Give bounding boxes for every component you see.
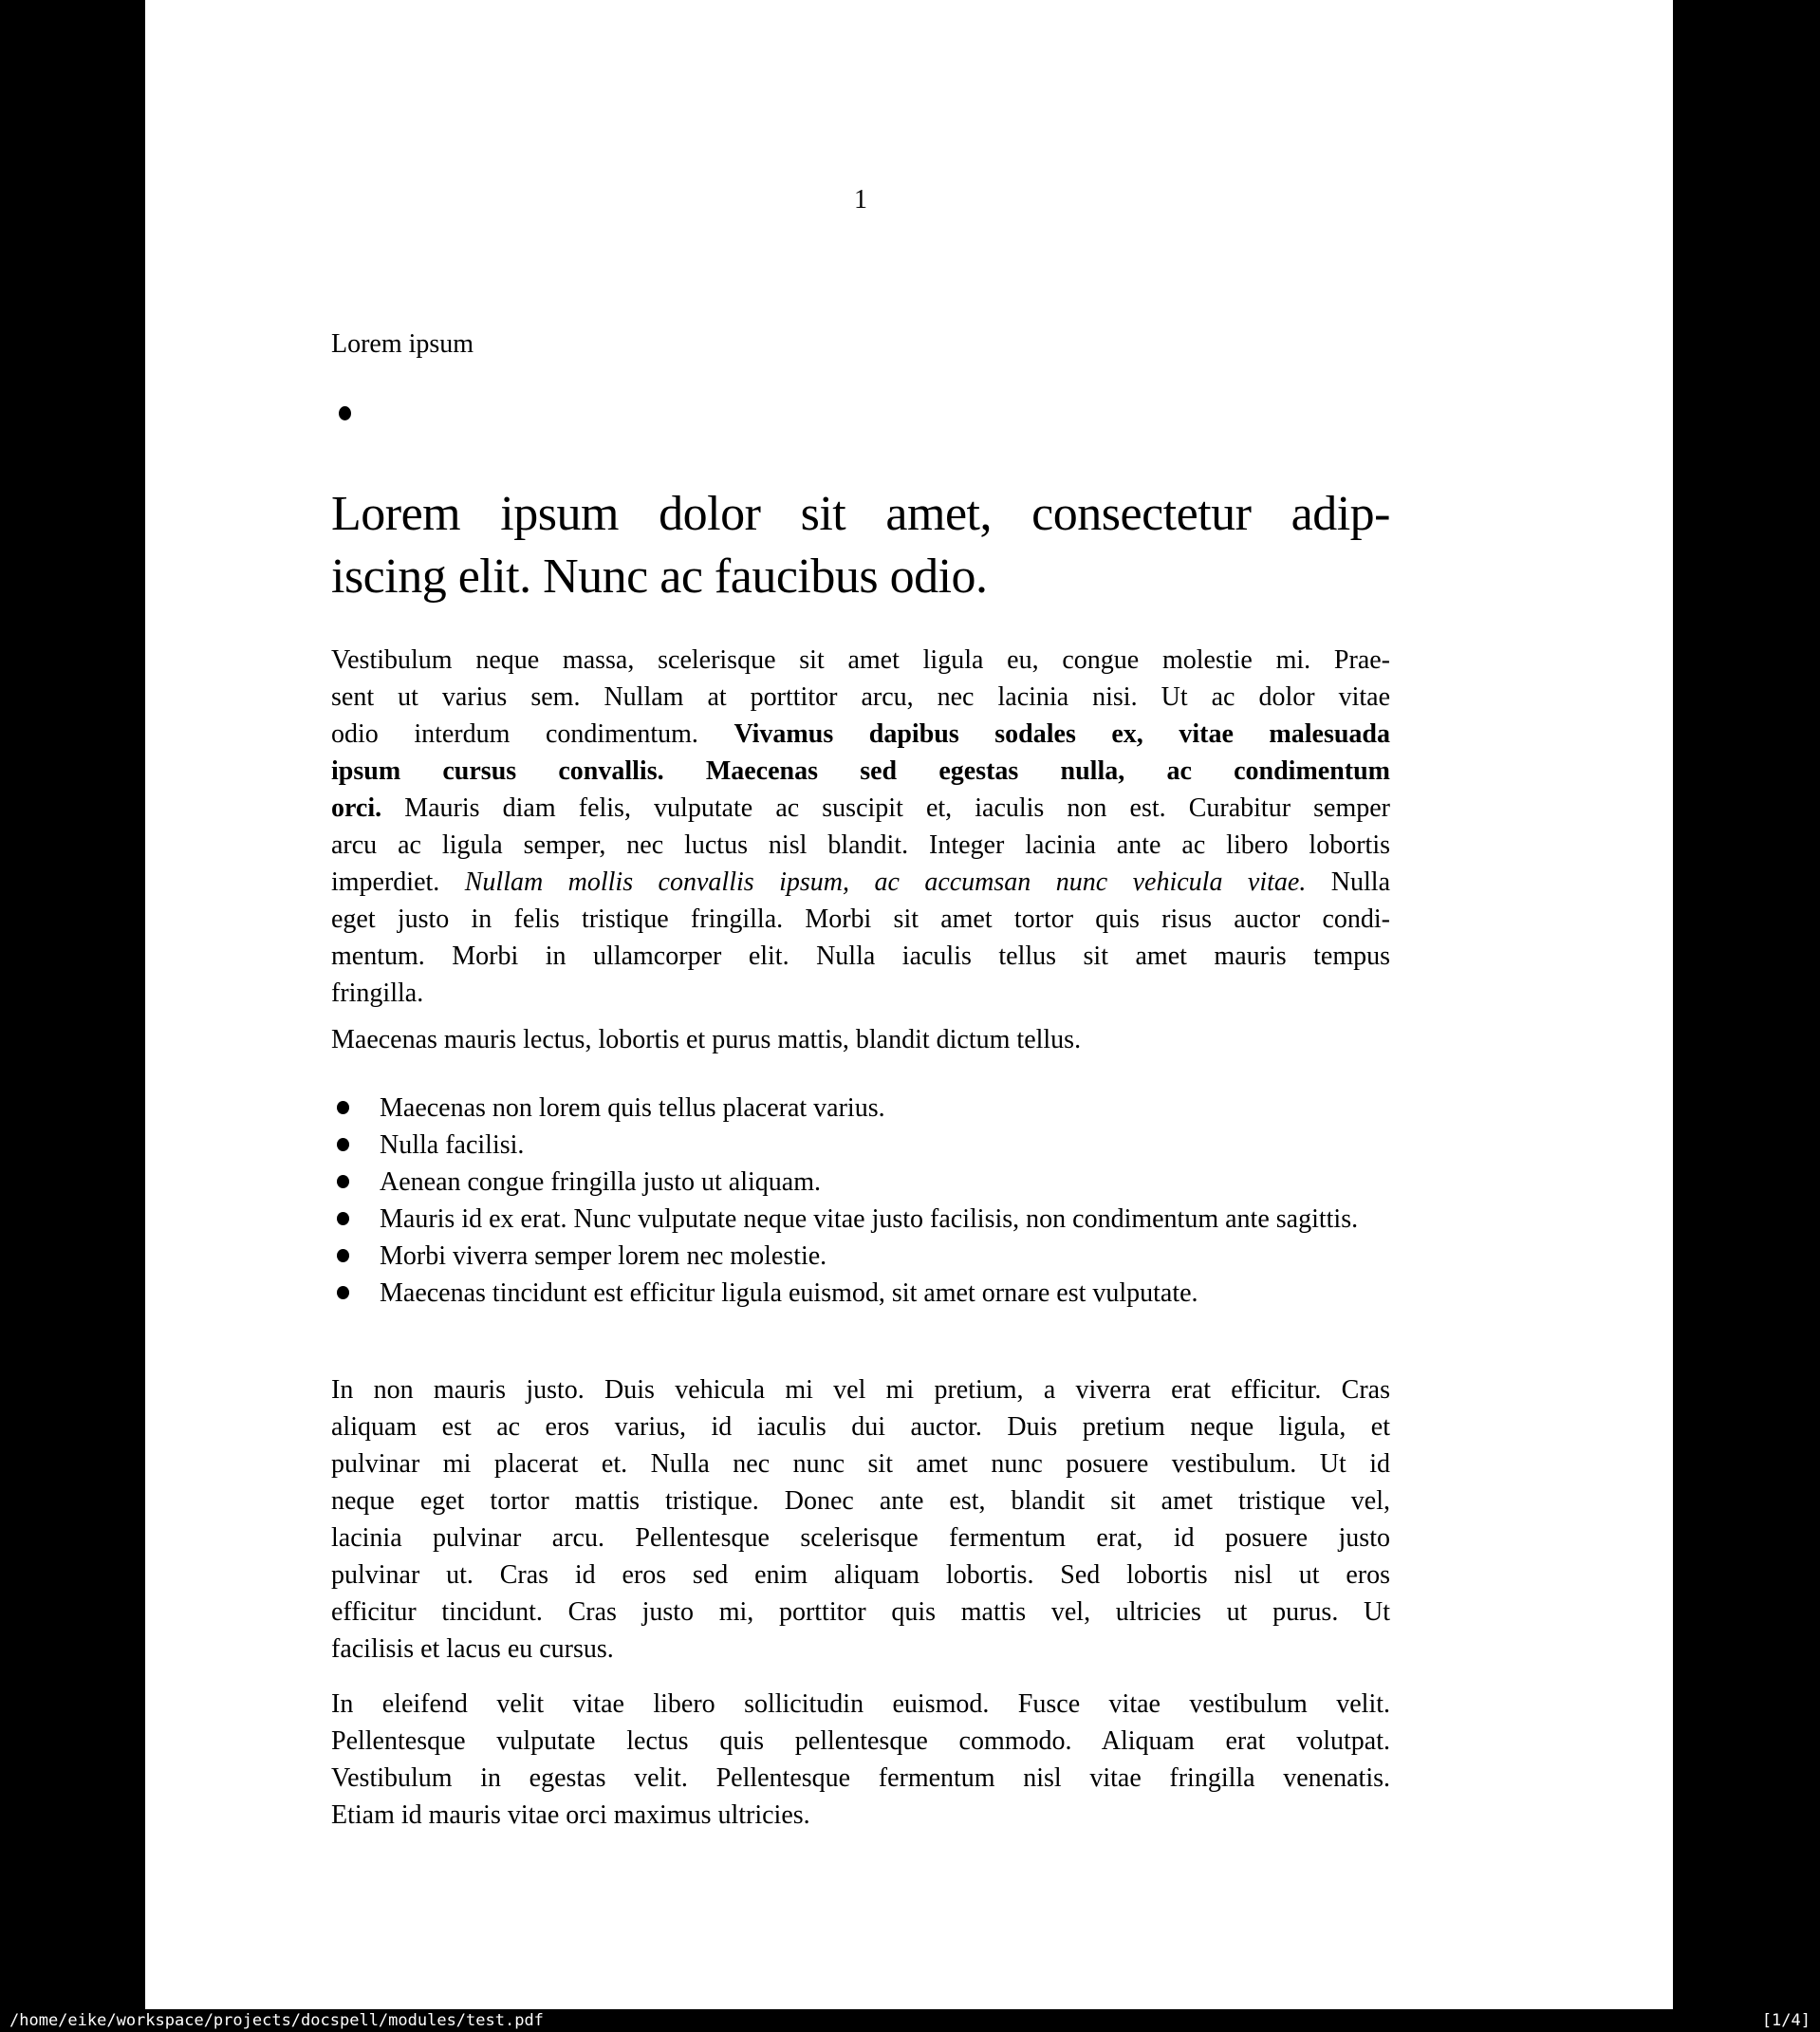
- text-segment: Etiam id mauris vitae orci maximus ultricies.: [331, 1800, 810, 1830]
- bullet-icon: [337, 1138, 349, 1151]
- text-line: [331, 975, 1390, 1012]
- list-item: Aenean congue fringilla justo ut aliquam.: [331, 1164, 1390, 1201]
- text-segment: arcu ac ligula semper, nec luctus nisl blandit. Integer lacinia ante ac libero lobortis: [331, 830, 1390, 860]
- text-segment: neque eget tortor mattis tristique. Donec ante est, blandit sit amet tristique vel,: [331, 1486, 1390, 1516]
- text-line: [331, 1594, 1390, 1631]
- bullet-list: [331, 1090, 1390, 1312]
- bullet-icon: [337, 1212, 349, 1225]
- text-line: [331, 1021, 1390, 1058]
- text-line: [331, 1408, 1390, 1445]
- text-line: [331, 790, 1390, 827]
- text-line: [331, 1686, 1390, 1723]
- bullet-icon: [337, 1101, 349, 1114]
- text-line: [331, 1631, 1390, 1668]
- bold-text: Vivamus dapibus sodales ex, vitae malesuada: [734, 719, 1390, 749]
- text-segment: Maecenas mauris lectus, lobortis et purus mattis, blandit dictum tellus.: [331, 1025, 1082, 1054]
- text-line: [331, 864, 1390, 901]
- list-item: Maecenas non lorem quis tellus placerat varius.: [331, 1090, 1390, 1127]
- heading-line: iscing elit. Nunc ac faucibus odio.: [331, 550, 988, 604]
- text-segment: Nulla: [1306, 867, 1391, 897]
- text-segment: pulvinar mi placerat et. Nulla nec nunc sit amet nunc posuere vestibulum. Ut id: [331, 1449, 1390, 1479]
- statusbar-path: /home/eike/workspace/projects/docspell/modules/test.pdf: [9, 2011, 544, 2030]
- section-heading: [331, 483, 1390, 608]
- page-number: 1: [854, 185, 867, 214]
- text-line: [331, 716, 1390, 753]
- pdf-page: [145, 0, 1673, 2009]
- text-line: [331, 753, 1390, 790]
- bullet-icon: [337, 1286, 349, 1299]
- statusbar: [0, 2009, 1820, 2032]
- text-segment: mentum. Morbi in ullamcorper elit. Nulla iaculis tellus sit amet mauris tempus: [331, 941, 1390, 971]
- paragraph-1: [331, 642, 1390, 1012]
- text-line: [331, 901, 1390, 938]
- bullet-icon: [339, 406, 351, 420]
- text-segment: In non mauris justo. Duis vehicula mi vel mi pretium, a viverra erat efficitur. Cras: [331, 1375, 1390, 1405]
- text-segment: In eleifend velit vitae libero sollicitudin euismod. Fusce vitae vestibulum velit.: [331, 1689, 1390, 1719]
- list-item: Maecenas tincidunt est efficitur ligula euismod, sit amet ornare est vulputate.: [331, 1275, 1390, 1312]
- list-item: Mauris id ex erat. Nunc vulputate neque vitae justo facilisis, non condimentum ante sagittis.: [331, 1201, 1390, 1238]
- bold-text: orci.: [331, 793, 382, 823]
- paragraph-3: [331, 1371, 1390, 1668]
- text-line: [331, 1723, 1390, 1760]
- text-segment: imperdiet.: [331, 867, 465, 897]
- statusbar-page-indicator: [1/4]: [1761, 2011, 1811, 2030]
- intro-text: Lorem ipsum: [331, 329, 474, 359]
- text-segment: odio interdum condimentum.: [331, 719, 734, 749]
- text-line: [331, 1519, 1390, 1557]
- text-segment: aliquam est ac eros varius, id iaculis dui auctor. Duis pretium neque ligula, et: [331, 1412, 1390, 1442]
- text-line: [331, 1371, 1390, 1408]
- text-segment: facilisis et lacus eu cursus.: [331, 1634, 614, 1664]
- text-segment: Mauris diam felis, vulputate ac suscipit et, iaculis non est. Curabitur semper: [381, 793, 1390, 823]
- italic-text: Nullam mollis convallis ipsum, ac accumsan nunc vehicula vitae.: [464, 867, 1307, 897]
- text-line: [331, 1557, 1390, 1594]
- text-line: [331, 679, 1390, 716]
- paragraph-2: [331, 1021, 1390, 1058]
- text-line: [331, 1760, 1390, 1797]
- text-line: [331, 1482, 1390, 1519]
- text-line: [331, 1797, 1390, 1834]
- text-line: [331, 642, 1390, 679]
- paragraph-4: [331, 1686, 1390, 1834]
- list-item: Morbi viverra semper lorem nec molestie.: [331, 1238, 1390, 1275]
- text-segment: Vestibulum in egestas velit. Pellentesque fermentum nisl vitae fringilla venenatis.: [331, 1763, 1390, 1793]
- text-line: [331, 1445, 1390, 1482]
- bullet-icon: [337, 1249, 349, 1262]
- text-line: [331, 938, 1390, 975]
- heading-line: Lorem ipsum dolor sit amet, consectetur adip-: [331, 487, 1390, 541]
- list-item: Nulla facilisi.: [331, 1127, 1390, 1164]
- text-segment: Vestibulum neque massa, scelerisque sit amet ligula eu, congue molestie mi. Prae-: [331, 645, 1390, 675]
- text-segment: Pellentesque vulputate lectus quis pellentesque commodo. Aliquam erat volutpat.: [331, 1726, 1390, 1756]
- text-segment: pulvinar ut. Cras id eros sed enim aliquam lobortis. Sed lobortis nisl ut eros: [331, 1560, 1390, 1590]
- text-segment: sent ut varius sem. Nullam at porttitor arcu, nec lacinia nisi. Ut ac dolor vitae: [331, 682, 1390, 712]
- text-segment: lacinia pulvinar arcu. Pellentesque scelerisque fermentum erat, id posuere justo: [331, 1523, 1390, 1553]
- bold-text: ipsum cursus convallis. Maecenas sed egestas nulla, ac condimentum: [331, 756, 1390, 786]
- text-segment: fringilla.: [331, 979, 424, 1008]
- intro-bullet-item: [331, 396, 1390, 433]
- text-segment: efficitur tincidunt. Cras justo mi, porttitor quis mattis vel, ultricies ut purus. Ut: [331, 1597, 1390, 1627]
- text-line: [331, 827, 1390, 864]
- bullet-icon: [337, 1175, 349, 1188]
- text-segment: eget justo in felis tristique fringilla. Morbi sit amet tortor quis risus auctor condi-: [331, 904, 1390, 934]
